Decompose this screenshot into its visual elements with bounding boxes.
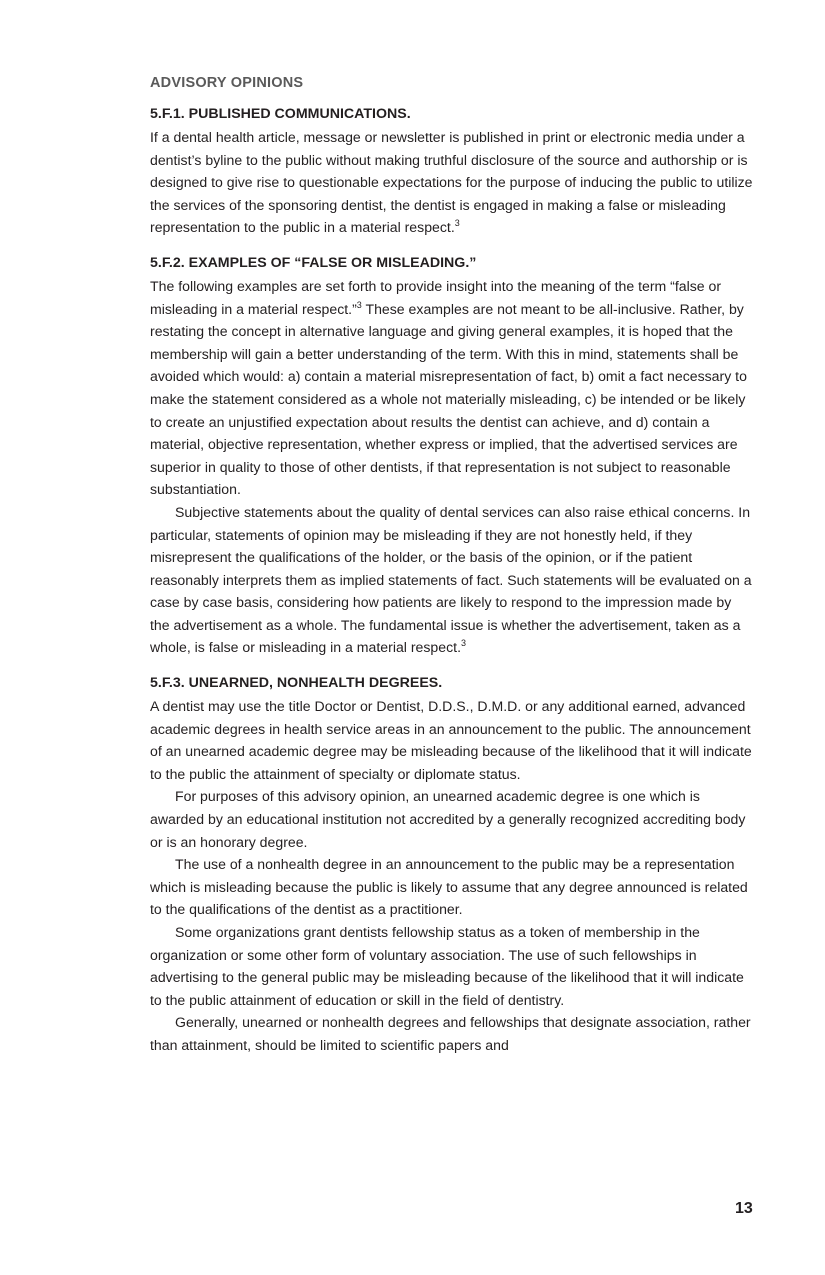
paragraph — [150, 126, 754, 239]
section-heading: 5.F.3. UNEARNED, NONHEALTH DEGREES. — [150, 675, 443, 692]
section-heading: 5.F.1. PUBLISHED COMMUNICATIONS. — [150, 106, 411, 122]
paragraph-text: The following examples are set forth to provide insight into the meaning of the term “false or misleading in a material respect.” — [150, 277, 722, 317]
footnote-marker: 3 — [461, 638, 467, 649]
paragraph-text: If a dental health article, message or newsletter is published in print or electronic media under a dentist’s byline to the public without making truthful disclosure of the source and authorship or is designed to give rise to questionable expectations for the purpose of inducing the public to utilize the services of the sponsoring dentist, the dentist is engaged in making a false or misleading representation to the public in a material respect. — [150, 129, 753, 236]
footnote-marker: 3 — [454, 218, 460, 229]
paragraph: The use of a nonhealth degree in an announcement to the public may be a representation which is misleading because the public is likely to assume that any degree announced is related to the qualifications of the dentist as a practitioner. — [150, 856, 748, 918]
paragraph-text: Subjective statements about the quality of dental services can also raise ethical concerns. In particular, statements of opinion may be misleading if they are not honestly held, if they misrepresent the qualifications of the holder, or the basis of the opinion, or if the patient reasonably interprets them as implied statements of fact. Such statements will be evaluated on a case by case basis, considering how patients are likely to respond to the impression made by the advertisement as a whole. The fundamental issue is whether the advertisement, taken as a whole, is false or misleading in a material respect. — [150, 503, 752, 656]
section-heading: 5.F.2. EXAMPLES OF “FALSE OR MISLEADING.” — [150, 254, 477, 271]
page-number: 13 — [735, 1200, 753, 1217]
paragraph — [150, 275, 754, 501]
section-5f3 — [150, 672, 754, 1057]
section-5f1 — [150, 103, 754, 239]
paragraph-text: These examples are not meant to be all-inclusive. Rather, by restating the concept in alternative language and giving general examples, it is hoped that the membership will gain a better understanding of the term. With this in mind, statements shall be avoided which would: a) contain a material misrepresentation of fact, b) omit a fact necessary to make the statement considered as a whole not materially misleading, c) be intended or be likely to create an unjustified expectation about results the dentist can achieve, and d) contain a material, objective representation, whether express or implied, that the advertised services are superior in quality to those of other dentists, if that representation is not subject to reasonable substantiation. — [150, 300, 747, 498]
document-page — [150, 72, 754, 1070]
footnote-marker: 3 — [356, 299, 362, 310]
paragraph: Some organizations grant dentists fellowship status as a token of membership in the organization or some other form of voluntary association. The use of such fellowships in advertising to the general public may be misleading because of the likelihood that it will indicate to the public attainment of education or skill in the field of dentistry. — [150, 924, 744, 1008]
section-label: ADVISORY OPINIONS — [150, 75, 304, 91]
paragraph — [150, 501, 754, 659]
section-5f2 — [150, 252, 754, 659]
paragraph: For purposes of this advisory opinion, an unearned academic degree is one which is awarded by an educational institution not accredited by a generally recognized accrediting body or is an honorary degree. — [150, 788, 746, 850]
paragraph: A dentist may use the title Doctor or Dentist, D.D.S., D.M.D. or any additional earned, advanced academic degrees in health service areas in an announcement to the public. The announcement of an unearned academic degree may be misleading because of the likelihood that it will indicate to the public the attainment of specialty or diplomate status. — [150, 698, 752, 782]
paragraph: Generally, unearned or nonhealth degrees and fellowships that designate association, rather than attainment, should be limited to scientific papers and — [150, 1014, 751, 1053]
